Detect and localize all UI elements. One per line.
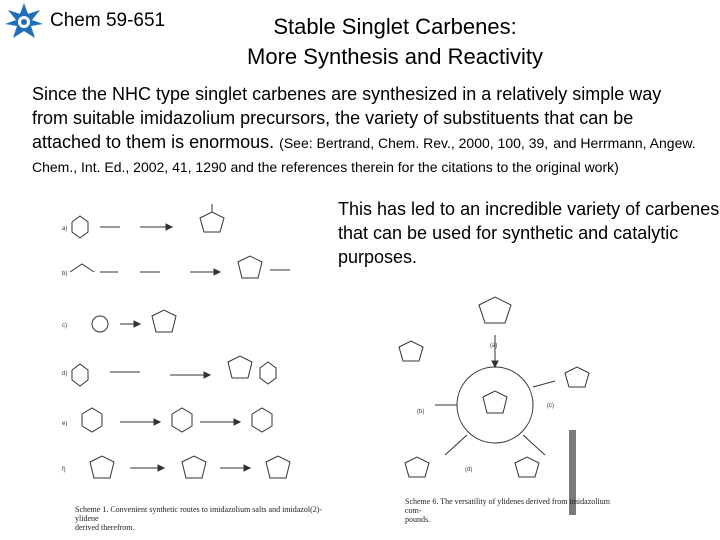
right-scheme-caption <box>405 497 615 524</box>
intro-main-text: Since the NHC type singlet carbenes are synthesized in a relatively simple way from suitable imidazolium precursors, the variety of substituents that can be attached to them is enormous. <box>32 84 662 152</box>
right-caption-line-2: pounds. <box>405 515 431 524</box>
intro-paragraph <box>32 82 702 178</box>
citation-part-b: and Herrmann, Angew. Chem., Int. Ed., 2002, 41, 1290 and the references therein for the citations to the original work) <box>32 135 696 175</box>
title-line-2: More Synthesis and Reactivity <box>247 44 543 69</box>
slide-title <box>200 12 590 72</box>
svg-text:(d): (d) <box>465 467 473 473</box>
svg-text:b): b) <box>62 271 68 277</box>
ylidene-versatility-scheme <box>395 295 595 495</box>
svg-text:(c): (c) <box>547 403 554 409</box>
right-caption-line-1: Scheme 6. The versatility of ylidenes derived from imidazolium com- <box>405 497 610 515</box>
synthetic-routes-scheme <box>60 200 320 500</box>
title-line-1: Stable Singlet Carbenes: <box>273 14 517 39</box>
svg-text:(a): (a) <box>490 343 498 349</box>
variety-paragraph: This has led to an incredible variety of carbenes that can be used for synthetic and catalytic purposes. <box>338 199 720 267</box>
svg-text:(b): (b) <box>417 409 425 415</box>
svg-text:a): a) <box>62 226 68 232</box>
svg-text:d): d) <box>62 371 68 377</box>
svg-text:f): f) <box>62 467 66 473</box>
university-logo-icon <box>4 2 44 42</box>
citation-part-a: (See: Bertrand, Chem. Rev., 2000, 100, 39, <box>279 135 549 151</box>
course-code: Chem 59-651 <box>50 10 166 31</box>
svg-text:e): e) <box>62 421 68 427</box>
left-caption-line-1: Scheme 1. Convenient synthetic routes to imidazolium salts and imidazol(2)-ylidene <box>75 505 323 523</box>
svg-text:c): c) <box>62 323 67 329</box>
left-scheme-caption <box>75 505 325 532</box>
left-caption-line-2: derived therefrom. <box>75 523 135 532</box>
